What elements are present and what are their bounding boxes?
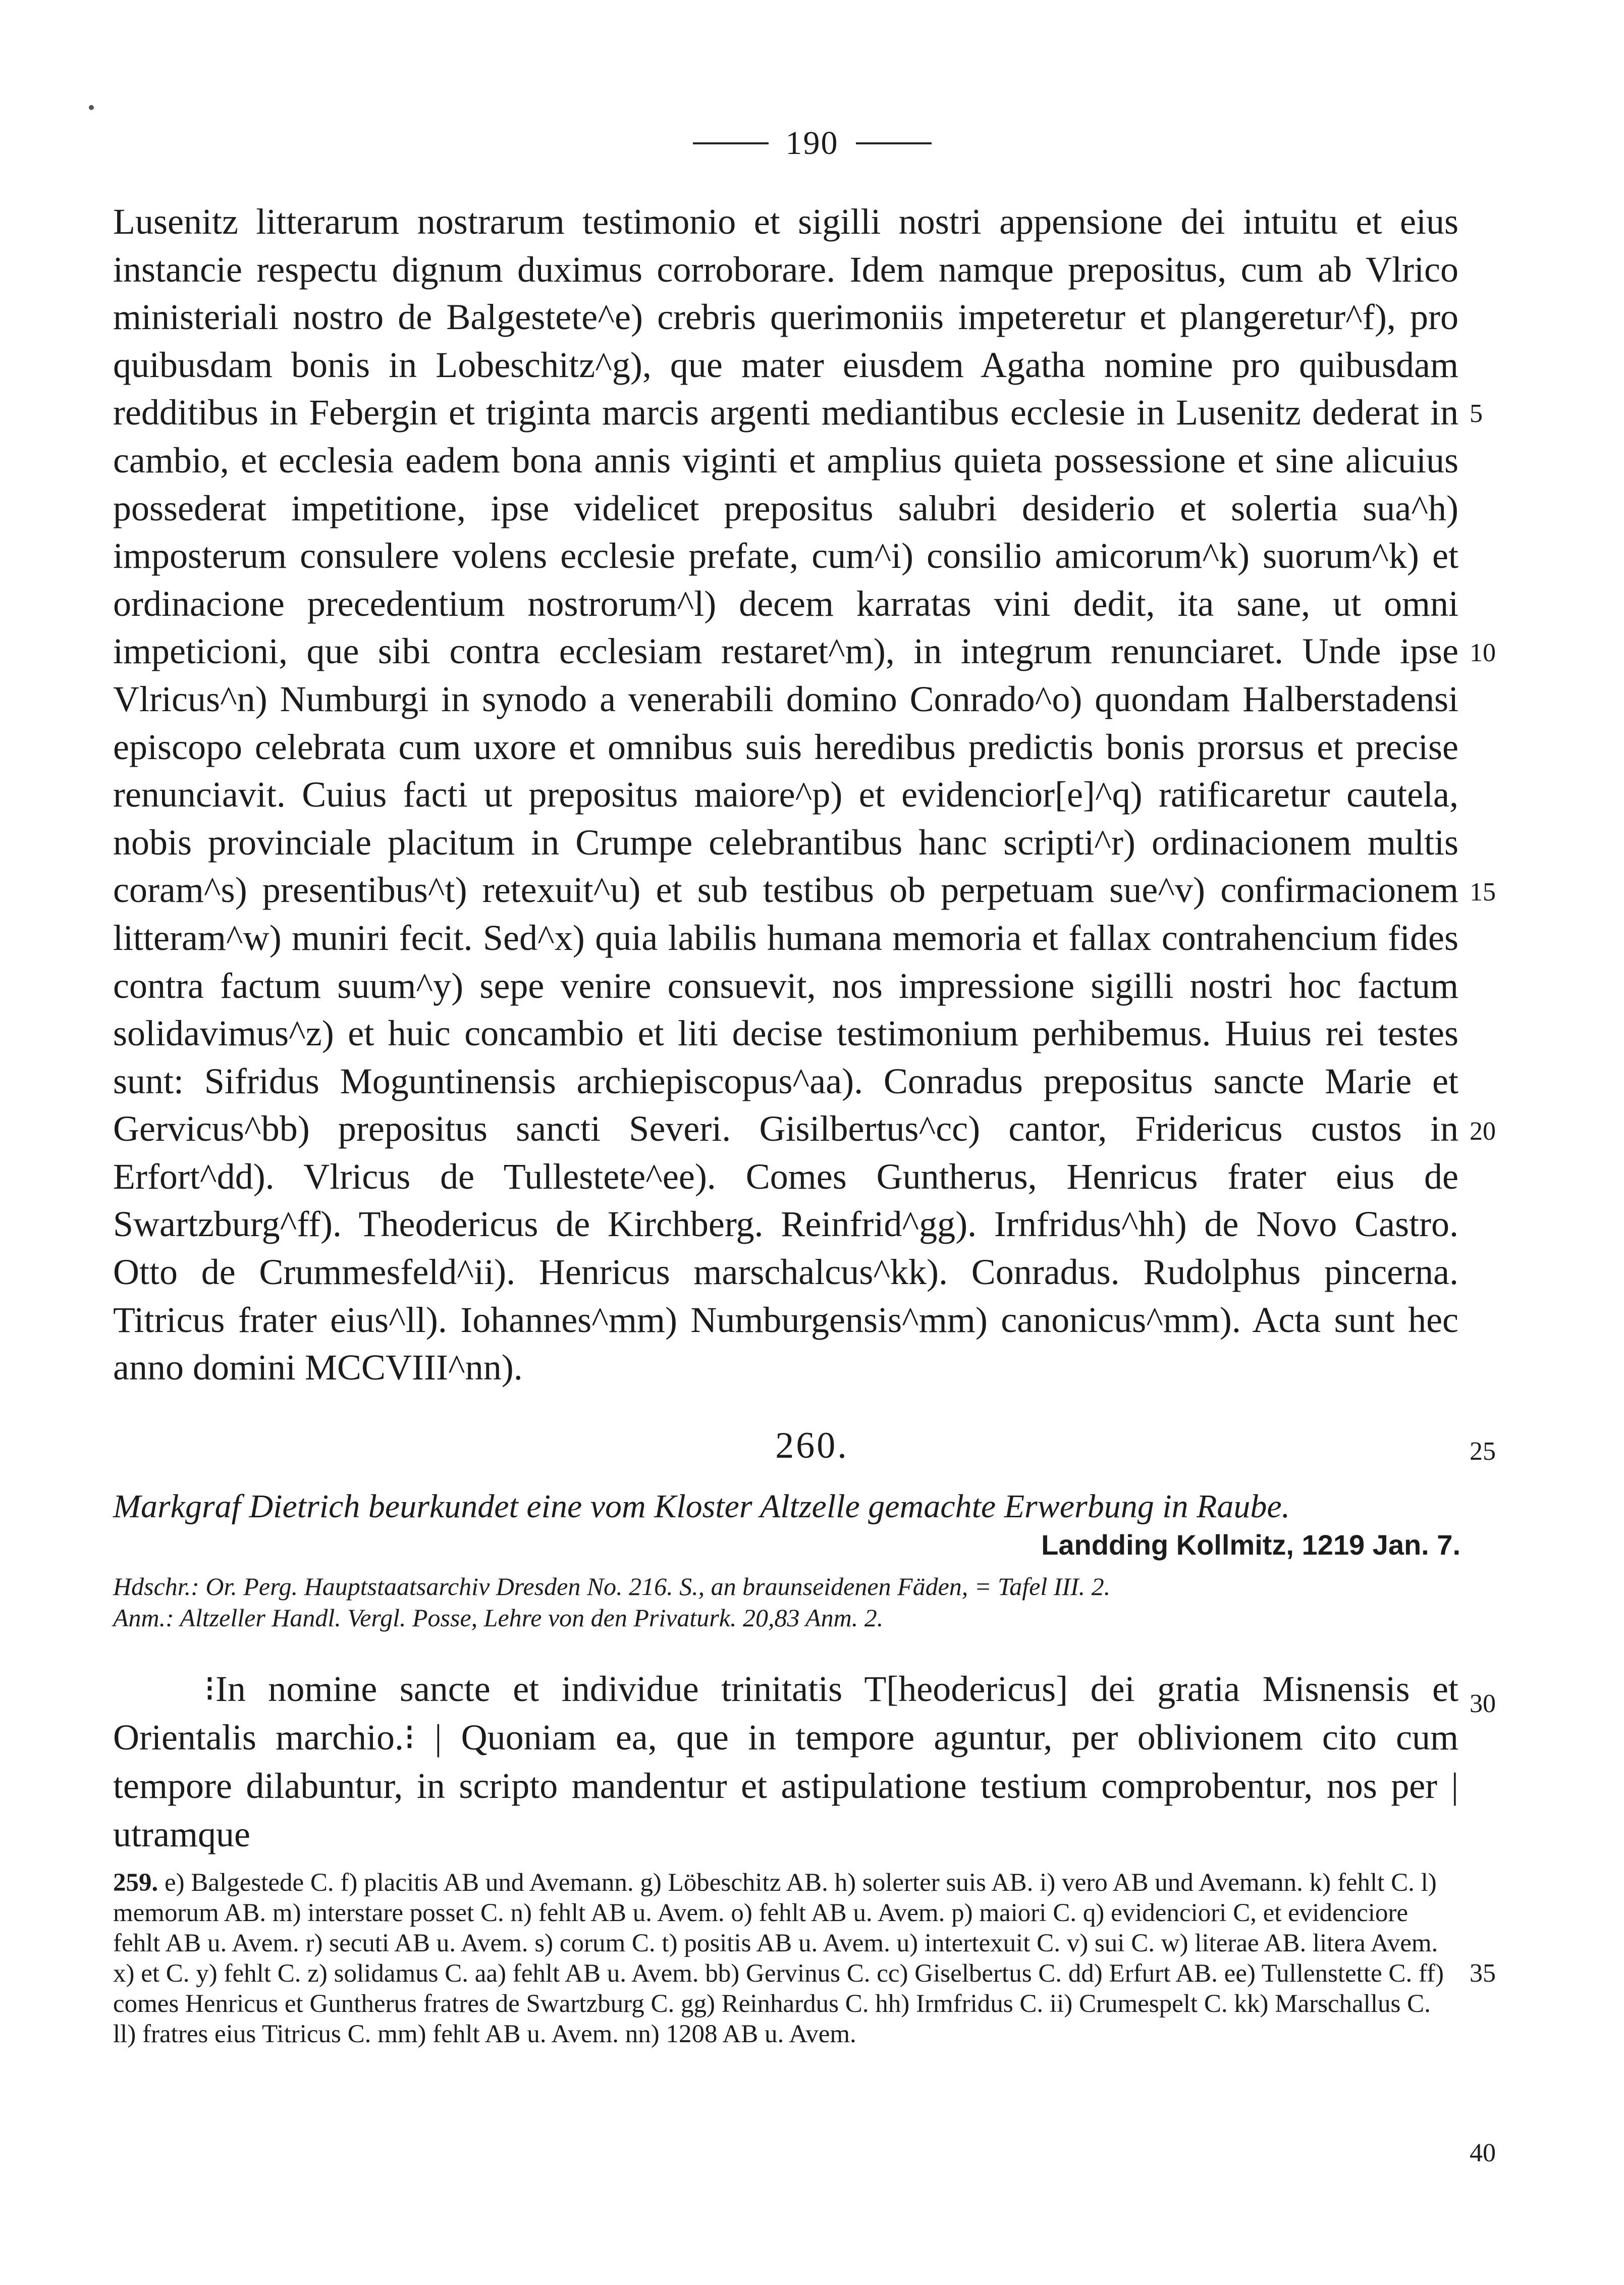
main-text-block bbox=[113, 198, 1458, 1392]
line-number: 15 bbox=[1470, 878, 1496, 907]
head-rule-right bbox=[856, 142, 932, 144]
print-speck bbox=[89, 105, 94, 110]
line-number: 35 bbox=[1470, 1959, 1496, 1988]
line-number: 40 bbox=[1470, 2139, 1496, 2167]
line-number: 30 bbox=[1470, 1689, 1496, 1718]
footnotes-lead: 259. bbox=[113, 1869, 158, 1897]
head-rule-left bbox=[693, 142, 769, 144]
line-number: 20 bbox=[1470, 1117, 1496, 1146]
line-number: 5 bbox=[1470, 399, 1483, 428]
apparatus-note: Anm.: Altzeller Handl. Vergl. Posse, Lehre von den Privaturk. 20,83 Anm. 2. bbox=[113, 1604, 884, 1632]
running-head bbox=[0, 124, 1624, 163]
footnotes-text: e) Balgestede C. f) placitis AB und Avemann. g) Löbeschitz AB. h) solerter suis AB. i) vero AB und Avemann. k) fehlt C. l) memorum AB. m) interstare posset C. n) fehlt AB u. Avem. o) fehlt AB u. Avem. p) maiori C. q) evidenciori C, et evidenciore fehlt AB u. Avem. r) secuti AB u. Avem. s) corum C. t) positis AB u. Avem. u) intertexuit C. v) sui C. w) literae AB. litera Avem. x) et C. y) fehlt C. z) solidamus C. aa) fehlt AB u. Avem. bb) Gervinus C. cc) Giselbertus C. dd) Erfurt AB. ee) Tullenstette C. ff) comes Henricus et Guntherus fratres de Swartzburg C. gg) Reinhardus C. hh) Irmfridus C. ii) Crumespelt C. kk) Marschallus C. ll) fratres eius Titricus C. mm) fehlt AB u. Avem. nn) 1208 AB u. Avem. bbox=[113, 1869, 1444, 2048]
main-text: Lusenitz litterarum nostrarum testimonio et sigilli nostri appensione dei intuitu et eius instancie respectu dignum duximus corroborare. Idem namque prepositus, cum ab Vlrico ministeriali nostro de Balgestete^e) crebris querimoniis impeteretur et plangeretur^f), pro quibusdam bonis in Lobeschitz^g), que mater eiusdem Agatha nomine pro quibusdam redditibus in Febergin et triginta marcis argenti mediantibus ecclesie in Lusenitz dederat in cambio, et ecclesia eadem bona annis viginti et amplius quieta possessione et sine alicuius possederat impetitione, ipse videlicet prepositus salubri desiderio et solertia sua^h) imposterum consulere volens ecclesie prefate, cum^i) consilio amicorum^k) suorum^k) et ordinacione precedentium nostrorum^l) decem karratas vini dedit, ita sane, ut omni impeticioni, que sibi contra ecclesiam restaret^m), in integrum renunciaret. Unde ipse Vlricus^n) Numburgi in synodo a venerabili domino Conrado^o) quondam Halberstadensi episcopo celebrata cum uxore et omnibus suis heredibus predictis bonis prorsus et precise renunciavit. Cuius facti ut prepositus maiore^p) et evidencior[e]^q) ratificaretur cautela, nobis provinciale placitum in Crumpe celebrantibus hanc scripti^r) ordinacionem multis coram^s) presentibus^t) retexuit^u) et sub testibus ob perpetuam sue^v) confirmacionem litteram^w) muniri fecit. Sed^x) quia labilis humana memoria et fallax contrahencium fides contra factum suum^y) sepe venire consuevit, nos impressione sigilli nostri hoc factum solidavimus^z) et huic concambio et liti decise testimonium perhibemus. Huius rei testes sunt: Sifridus Moguntinensis archiepiscopus^aa). Conradus prepositus sancte Marie et Gervicus^bb) prepositus sancti Severi. Gisilbertus^cc) cantor, Fridericus custos in Erfort^dd). Vlricus de Tullestete^ee). Comes Guntherus, Henricus frater eius de Swartzburg^ff). Theodericus de Kirchberg. Reinfrid^gg). Irnfridus^hh) de Novo Castro. Otto de Crummesfeld^ii). Henricus marschalcus^kk). Conradus. Rudolphus pincerna. Titricus frater eius^ll). Iohannes^mm) Numburgensis^mm) canonicus^mm). Acta sunt hec anno domini MCCVIII^nn). bbox=[113, 201, 1458, 1388]
apparatus-manuscript: Hdschr.: Or. Perg. Hauptstaatsarchiv Dresden No. 216. S., an braunseidenen Fäden, = Tafel III. 2. bbox=[113, 1572, 1111, 1601]
line-number: 25 bbox=[1470, 1437, 1496, 1466]
apparatus bbox=[113, 1571, 1458, 1633]
place-date: Landding Kollmitz, 1219 Jan. 7. bbox=[1041, 1529, 1460, 1561]
document-number: 260. bbox=[775, 1425, 849, 1466]
regest: Markgraf Dietrich beurkundet eine vom Kloster Altzelle gemachte Erwerbung in Raube. bbox=[113, 1488, 1290, 1525]
page-number: 190 bbox=[785, 125, 839, 162]
line-number: 10 bbox=[1470, 639, 1496, 667]
footnotes bbox=[113, 1868, 1458, 2049]
document-text: ⁝In nomine sancte et individue trinitatis T[heodericus] dei gratia Misnensis et Orientalis marchio.⁝ | Quoniam ea, que in tempore aguntur, per oblivionem cito cum tempore dilabuntur, in scripto mandentur et astipulatione testium comprobentur, nos per | utramque bbox=[113, 1669, 1458, 1854]
document-text-block bbox=[113, 1665, 1458, 1858]
